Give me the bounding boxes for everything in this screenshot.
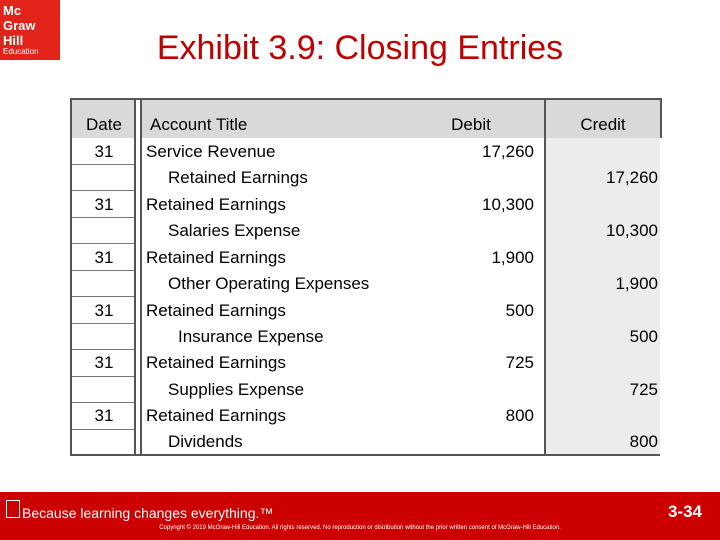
row-debit: 1,900 [491,248,534,267]
table-row [0,192,720,218]
row-account: Retained Earnings [146,406,286,425]
table-row [0,377,720,403]
row-account: Retained Earnings [146,248,286,267]
row-account: Retained Earnings [146,301,286,320]
table-row [0,324,720,350]
header-credit: Credit [580,115,626,134]
header-account-title: Account Title [150,115,248,134]
row-debit: 800 [505,406,534,425]
row-credit: 1,900 [615,274,658,293]
row-account: Other Operating Expenses [168,274,370,293]
row-account: Dividends [168,432,243,451]
row-credit: 500 [629,327,658,346]
logo-line-1: Mc [3,3,22,18]
row-credit: 725 [629,380,658,399]
row-date: 31 [94,301,114,320]
row-debit: 725 [505,353,534,372]
row-date: 31 [94,248,114,267]
row-account: Service Revenue [146,142,276,161]
row-credit: 17,260 [606,168,658,187]
header-date: Date [86,115,122,134]
table-row [0,350,720,376]
logo-line-4: Education [3,47,39,56]
copyright-notice: Copyright © 2019 McGraw-Hill Education. All rights reserved. No reproduction or distribution without the prior written consent of McGraw-Hill Education. [159,525,561,531]
row-credit: 10,300 [606,221,658,240]
row-debit: 500 [505,301,534,320]
tagline-mark-icon [6,500,20,518]
logo-line-2: Graw [3,18,36,33]
row-account: Retained Earnings [146,353,286,372]
footer-tagline: Because learning changes everything.™ [22,505,274,521]
row-debit: 17,260 [482,142,534,161]
table-header-row [0,112,720,138]
logo-line-3: Hill [3,33,24,48]
row-account: Retained Earnings [168,168,308,187]
slide-title: Exhibit 3.9: Closing Entries [156,29,564,67]
footer-bar [0,492,720,540]
row-account: Retained Earnings [146,195,286,214]
table-row [0,165,720,191]
table-row [0,298,720,324]
table-row [0,218,720,244]
row-account: Salaries Expense [168,221,301,240]
slide-number: 3-34 [667,502,702,521]
table-row [0,139,720,165]
table-row [0,429,720,455]
table-row [0,403,720,429]
row-account: Insurance Expense [178,327,324,346]
row-credit: 800 [629,432,658,451]
header-debit: Debit [451,115,491,134]
table-row [0,245,720,271]
row-date: 31 [94,195,114,214]
row-date: 31 [94,353,114,372]
row-date: 31 [94,406,114,425]
row-date: 31 [94,142,114,161]
row-account: Supplies Expense [168,380,305,399]
row-debit: 10,300 [482,195,534,214]
table-row [0,271,720,297]
